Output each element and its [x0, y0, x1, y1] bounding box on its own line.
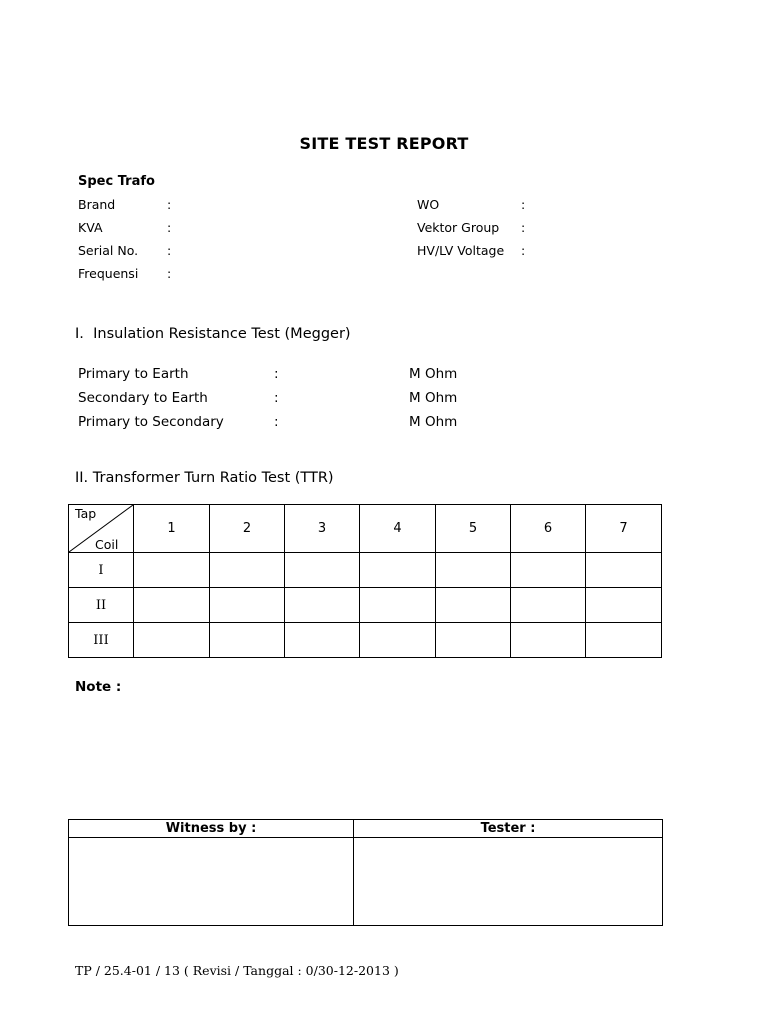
- ttr-cell[interactable]: [436, 623, 511, 658]
- ttr-col-header: 4: [360, 505, 436, 553]
- ttr-cell[interactable]: [360, 553, 436, 588]
- ttr-cell[interactable]: [511, 623, 586, 658]
- spec-label-frequensi: Frequensi: [78, 266, 139, 281]
- spec-label-hvlv-voltage: HV/LV Voltage: [417, 243, 505, 258]
- ttr-col-header: 7: [586, 505, 662, 553]
- spec-heading: Spec Trafo: [78, 174, 155, 189]
- signature-body-row: [69, 838, 663, 926]
- ir-unit: M Ohm: [409, 414, 458, 430]
- ttr-cell[interactable]: [511, 588, 586, 623]
- ttr-cell[interactable]: [586, 623, 662, 658]
- ttr-cell[interactable]: [285, 623, 360, 658]
- spec-colon: :: [521, 243, 526, 258]
- ttr-cell[interactable]: [285, 553, 360, 588]
- ir-label-secondary-earth: Secondary to Earth: [78, 390, 208, 406]
- ttr-header-row: [69, 505, 662, 553]
- ttr-row-label: II: [69, 588, 134, 623]
- ir-label-primary-secondary: Primary to Secondary: [78, 414, 224, 430]
- ttr-cell[interactable]: [360, 623, 436, 658]
- witness-signature-box[interactable]: [69, 838, 354, 926]
- spec-label-wo: WO: [417, 197, 440, 212]
- ttr-row: [69, 588, 662, 623]
- corner-label-tap: Tap: [75, 506, 97, 521]
- spec-label-vektor-group: Vektor Group: [417, 220, 500, 235]
- ttr-table: [68, 504, 662, 658]
- ir-unit: M Ohm: [409, 366, 458, 382]
- ttr-corner-cell: [69, 505, 134, 553]
- tester-signature-box[interactable]: [354, 838, 663, 926]
- ir-colon: :: [274, 414, 279, 430]
- ttr-cell[interactable]: [210, 623, 285, 658]
- ir-label-primary-earth: Primary to Earth: [78, 366, 189, 382]
- note-label: Note :: [75, 679, 122, 695]
- spec-colon: :: [167, 220, 172, 235]
- ttr-cell[interactable]: [134, 623, 210, 658]
- spec-colon: :: [521, 220, 526, 235]
- corner-label-coil: Coil: [95, 537, 119, 552]
- signature-header-row: [69, 820, 663, 838]
- ttr-row: [69, 553, 662, 588]
- ttr-row-label: I: [69, 553, 134, 588]
- page-title: SITE TEST REPORT: [299, 134, 469, 153]
- ttr-cell[interactable]: [436, 553, 511, 588]
- ttr-cell[interactable]: [436, 588, 511, 623]
- ttr-col-header: 2: [210, 505, 285, 553]
- ir-colon: :: [274, 390, 279, 406]
- spec-colon: :: [521, 197, 526, 212]
- ttr-row: [69, 623, 662, 658]
- witness-label: Witness by :: [69, 820, 354, 838]
- ttr-col-header: 3: [285, 505, 360, 553]
- ttr-cell[interactable]: [285, 588, 360, 623]
- ttr-col-header: 6: [511, 505, 586, 553]
- ttr-cell[interactable]: [134, 553, 210, 588]
- section-1-heading: [75, 326, 351, 342]
- ttr-cell[interactable]: [210, 553, 285, 588]
- ttr-col-header: 5: [436, 505, 511, 553]
- ttr-cell[interactable]: [210, 588, 285, 623]
- ir-colon: :: [274, 366, 279, 382]
- ttr-row-label: III: [69, 623, 134, 658]
- spec-label-serial: Serial No.: [78, 243, 139, 258]
- ttr-cell[interactable]: [586, 553, 662, 588]
- section-1-title: Insulation Resistance Test (Megger): [93, 326, 351, 342]
- spec-label-kva: KVA: [78, 220, 103, 235]
- ir-unit: M Ohm: [409, 390, 458, 406]
- ttr-cell[interactable]: [586, 588, 662, 623]
- spec-colon: :: [167, 197, 172, 212]
- footer-revision: TP / 25.4-01 / 13 ( Revisi / Tanggal : 0/30-12-2013 ): [75, 963, 399, 978]
- spec-colon: :: [167, 243, 172, 258]
- section-1-number: I.: [75, 326, 84, 342]
- ttr-cell[interactable]: [511, 553, 586, 588]
- signature-table: [68, 819, 663, 926]
- spec-label-brand: Brand: [78, 197, 116, 212]
- tester-label: Tester :: [354, 820, 663, 838]
- spec-colon: :: [167, 266, 172, 281]
- ttr-cell[interactable]: [360, 588, 436, 623]
- ttr-col-header: 1: [134, 505, 210, 553]
- ttr-cell[interactable]: [134, 588, 210, 623]
- section-2-title: II. Transformer Turn Ratio Test (TTR): [75, 470, 334, 486]
